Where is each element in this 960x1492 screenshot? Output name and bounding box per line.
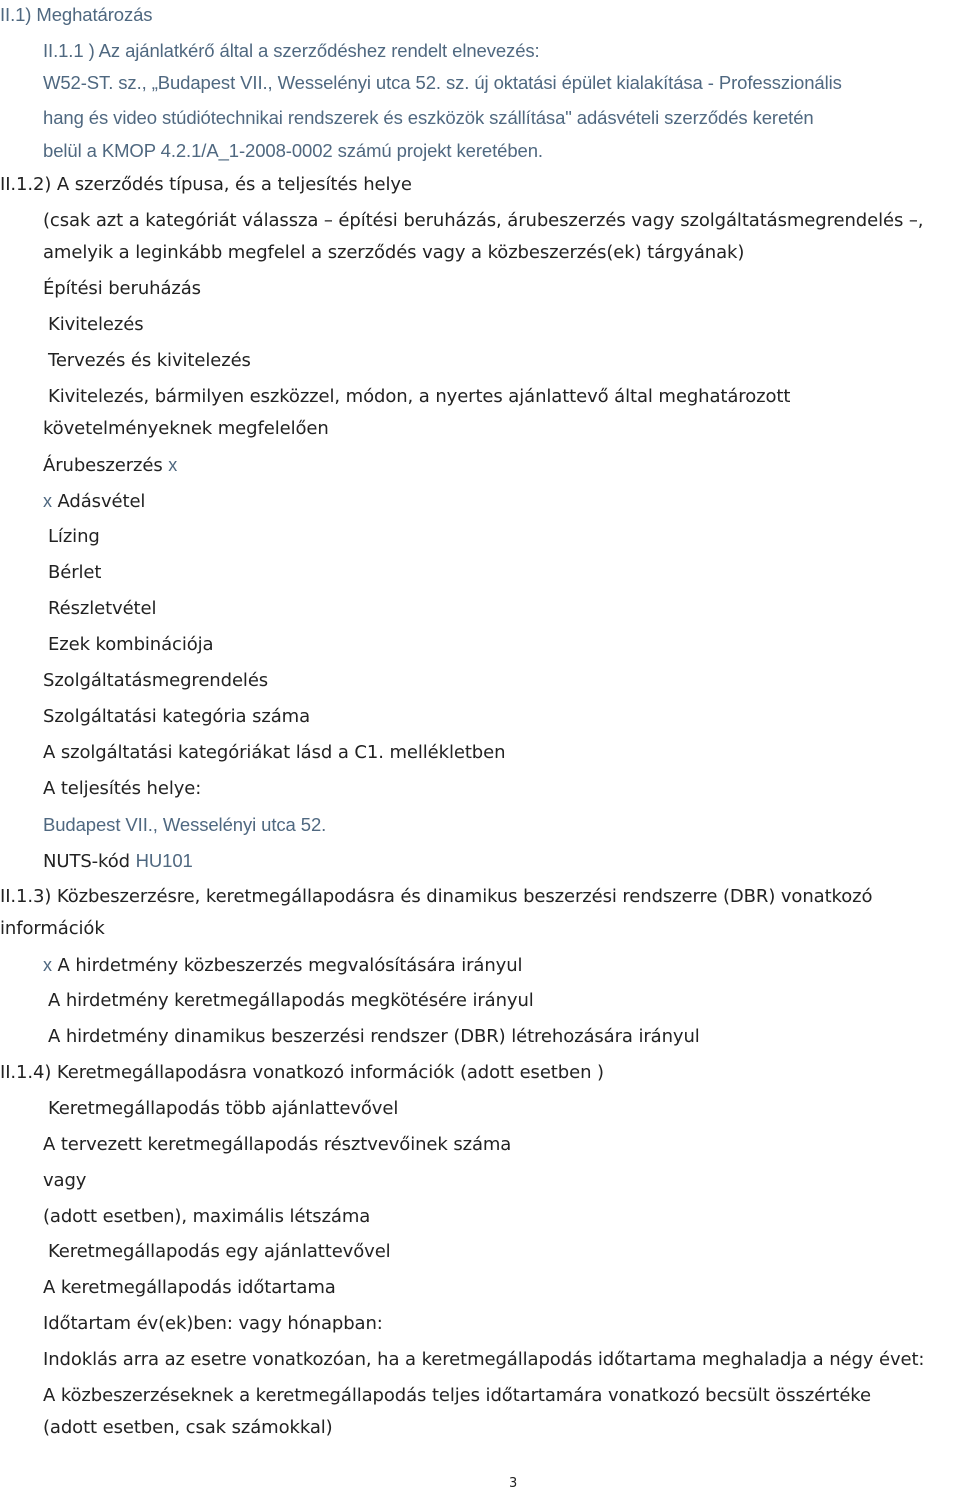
place-label: A teljesítés helye: [43, 778, 202, 799]
procurement-option: A hirdetmény dinamikus beszerzési rendszer (DBR) létrehozására irányul [48, 1026, 700, 1047]
service-category-note: A szolgáltatási kategóriákat lásd a C1. mellékletben [43, 742, 506, 763]
procurement-option-row [43, 953, 522, 977]
place-value: Budapest VII., Wesselényi utca 52. [43, 814, 327, 835]
page-number: 3 [509, 1476, 518, 1491]
framework-line: A keretmegállapodás időtartama [43, 1277, 336, 1298]
framework-line: A tervezett keretmegállapodás résztvevőinek száma [43, 1134, 512, 1155]
nuts-row [43, 849, 193, 873]
supply-option: Ezek kombinációja [48, 634, 214, 655]
supply-checked-mark: x [168, 455, 178, 475]
construction-option: Kivitelezés, bármilyen eszközzel, módon, a nyertes ajánlattevő által meghatározott [48, 386, 791, 407]
procurement-info-label-1: II.1.3) Közbeszerzésre, keretmegállapodásra és dinamikus beszerzési rendszerre (DBR) vonatkozó [0, 886, 873, 907]
framework-line: (adott esetben), maximális létszáma [43, 1206, 371, 1227]
contract-type-label: II.1.2) A szerződés típusa, és a teljesítés helye [0, 174, 412, 195]
supply-option-checked-mark: x [43, 491, 52, 511]
supply-option: Lízing [48, 526, 100, 547]
framework-line: Keretmegállapodás több ajánlattevővel [48, 1098, 399, 1119]
framework-line: vagy [43, 1170, 87, 1191]
construction-option: Kivitelezés [48, 314, 144, 335]
construction-option: Tervezés és kivitelezés [48, 350, 251, 371]
contract-type-note-1: (csak azt a kategóriát válassza – építési beruházás, árubeszerzés vagy szolgáltatásmegrendelés –, [43, 210, 924, 231]
contract-name-line-3: belül a KMOP 4.2.1/A_1-2008-0002 számú projekt keretében. [43, 140, 543, 161]
construction-option-cont: követelményeknek megfelelően [43, 418, 329, 439]
supply-row [43, 453, 177, 477]
supply-title: Árubeszerzés [43, 455, 163, 476]
supply-option-row [43, 489, 145, 513]
contract-name-line-2: hang és video stúdiótechnikai rendszerek és eszközök szállítása" adásvételi szerződés keretén [43, 107, 814, 128]
contract-name-line-1: W52-ST. sz., „Budapest VII., Wesselényi utca 52. sz. új oktatási épület kialakítása - Professzionális [43, 72, 842, 93]
procurement-info-label-2: információk [0, 918, 105, 939]
contract-type-note-2: amelyik a leginkább megfelel a szerződés vagy a közbeszerzés(ek) tárgyának) [43, 242, 745, 263]
framework-line: A közbeszerzéseknek a keretmegállapodás teljes időtartamára vonatkozó becsült összértéke [43, 1385, 871, 1406]
nuts-label: NUTS-kód [43, 851, 130, 872]
procurement-option: A hirdetmény keretmegállapodás megkötésére irányul [48, 990, 534, 1011]
supply-option: Adásvétel [57, 491, 146, 512]
supply-option: Bérlet [48, 562, 102, 583]
section-heading: II.1) Meghatározás [0, 4, 153, 25]
nuts-value: HU101 [135, 850, 193, 871]
construction-title: Építési beruházás [43, 278, 201, 299]
framework-line: Keretmegállapodás egy ajánlattevővel [48, 1241, 391, 1262]
framework-info-label: II.1.4) Keretmegállapodásra vonatkozó információk (adott esetben ) [0, 1062, 604, 1083]
framework-line: Időtartam év(ek)ben: vagy hónapban: [43, 1313, 383, 1334]
framework-line: Indoklás arra az esetre vonatkozóan, ha a keretmegállapodás időtartama meghaladja a négy évet: [43, 1349, 925, 1370]
procurement-option: A hirdetmény közbeszerzés megvalósítására irányul [57, 955, 523, 976]
framework-line: (adott esetben, csak számokkal) [43, 1417, 333, 1438]
procurement-checked-mark: x [43, 955, 52, 975]
service-category-label: Szolgáltatási kategória száma [43, 706, 311, 727]
supply-option: Részletvétel [48, 598, 157, 619]
service-title: Szolgáltatásmegrendelés [43, 670, 269, 691]
contract-name-label: II.1.1 ) Az ajánlatkérő által a szerződéshez rendelt elnevezés: [43, 40, 540, 61]
